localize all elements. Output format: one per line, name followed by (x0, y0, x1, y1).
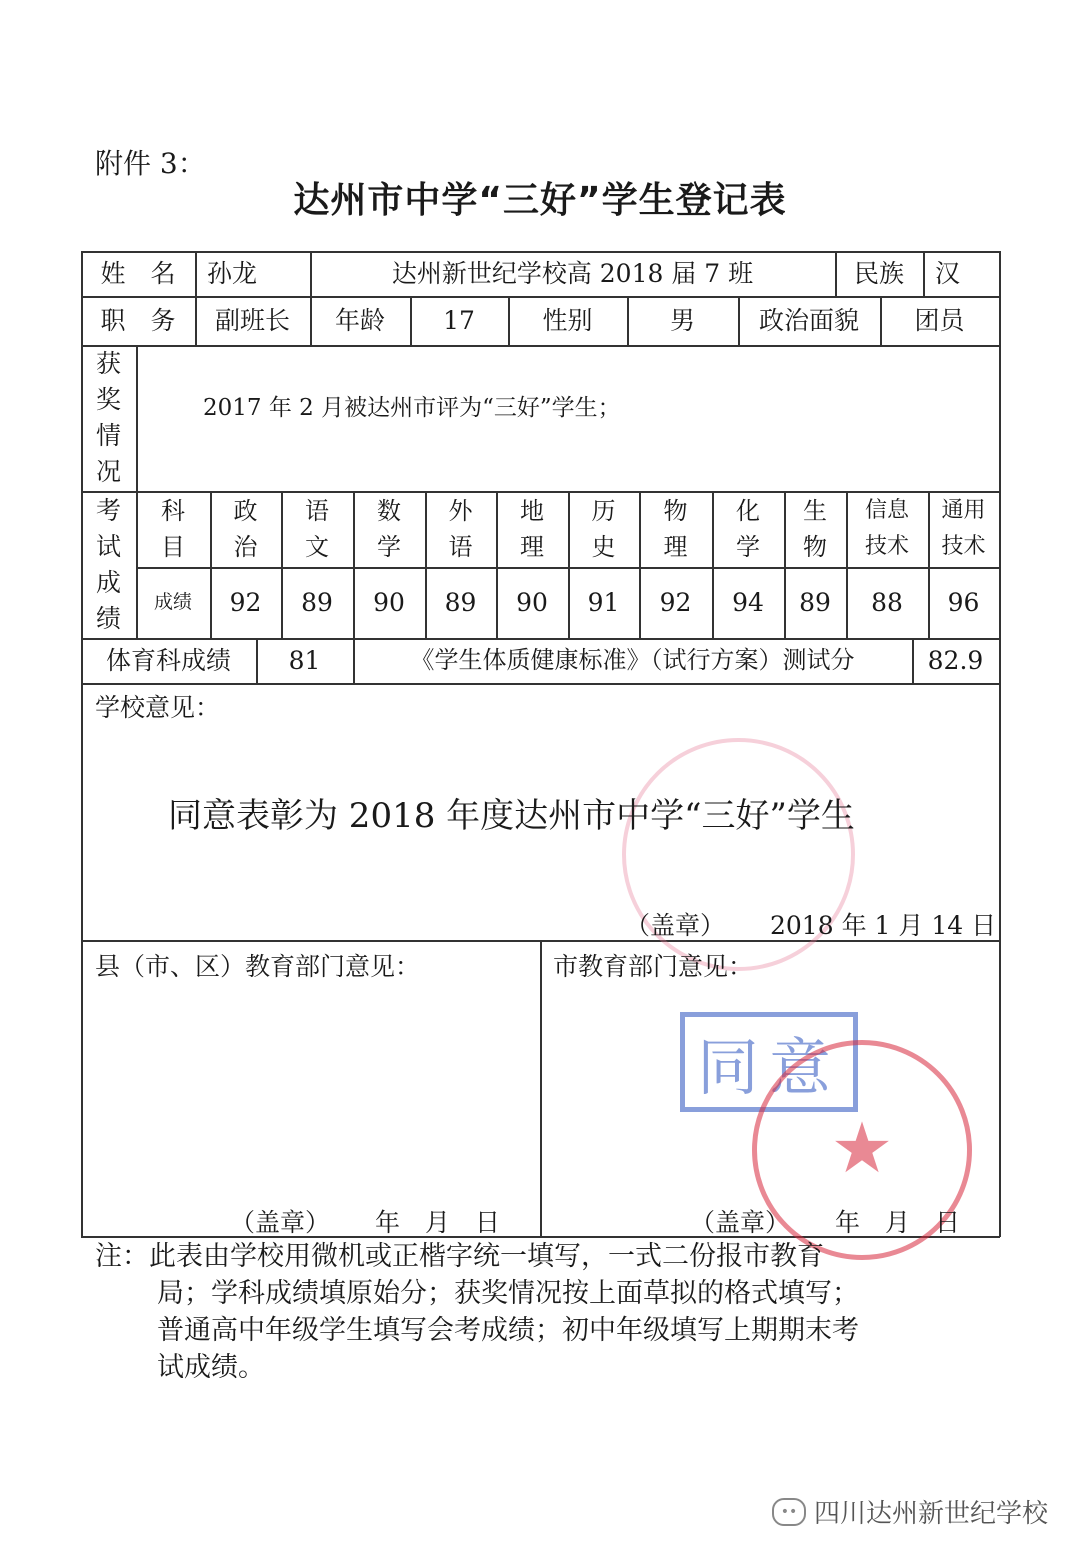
subject-score: 90 (373, 587, 405, 617)
county-opinion-date: 年 月 日 (375, 1208, 501, 1237)
age-label: 年龄 (334, 305, 385, 335)
name-value: 孙龙 (207, 258, 258, 288)
score-header: 成绩 (153, 591, 192, 614)
city-opinion-date: 年 月 日 (835, 1208, 961, 1237)
health-standard-label: 《学生体质健康标准》（试行方案）测试分 (410, 646, 855, 675)
subject-name: 政 治 (233, 497, 258, 561)
wechat-icon: •• (772, 1498, 806, 1526)
county-opinion-label: 县（市、区）教育部门意见： (95, 952, 421, 981)
subject-header: 科 目 (161, 497, 185, 561)
subject-name: 化 学 (736, 497, 760, 561)
form-note: 注：此表由学校用微机或正楷字统一填写，一式二份报市教育 局；学科成绩填原始分；获奖情况按上面草拟的格式填写； 普通高中年级学生填写会考成绩；初中年级填写上期期末考 试成绩。 (95, 1241, 859, 1383)
form-title: 达州市中学“三好”学生登记表 (293, 180, 787, 221)
school-opinion-date: 2018 年 1 月 14 日 (770, 911, 997, 940)
subject-score: 89 (799, 587, 831, 617)
city-opinion-label: 市教育部门意见： (553, 952, 754, 981)
school-seal-label: （盖章） (625, 911, 726, 940)
subject-score: 96 (947, 587, 980, 617)
subject-name: 数 学 (377, 497, 401, 561)
awards-text: 2017 年 2 月被达州市评为“三好”学生； (203, 395, 621, 421)
pe-label: 体育科成绩 (105, 645, 231, 675)
subject-name: 历 史 (591, 497, 616, 561)
exam-label: 考 试 成 绩 (95, 495, 121, 633)
county-seal-label: （盖章） (230, 1208, 331, 1237)
political-value: 团员 (914, 305, 965, 335)
school-opinion-text: 同意表彰为 2018 年度达州市中学“三好”学生 (168, 796, 855, 836)
subject-score: 89 (444, 587, 477, 617)
gender-label: 性别 (542, 305, 593, 335)
subject-name: 物 理 (663, 497, 688, 561)
school-opinion-label: 学校意见： (95, 693, 221, 722)
subject-name: 语 文 (305, 497, 329, 561)
subject-score: 94 (732, 587, 764, 617)
ethnicity-value: 汉 (935, 258, 961, 288)
seal-star-icon: ★ (830, 1107, 894, 1189)
ethnicity-label: 民族 (853, 258, 904, 288)
gender-value: 男 (669, 305, 695, 335)
position-label: 职 务 (100, 305, 176, 335)
subject-score: 89 (301, 587, 333, 617)
subject-name: 信息 技术 (864, 498, 909, 559)
awards-label: 获 奖 情 况 (95, 349, 121, 486)
attachment-label: 附件 3： (95, 147, 206, 180)
subject-score: 91 (587, 587, 620, 617)
wechat-watermark: •• 四川达州新世纪学校 (772, 1493, 1048, 1530)
health-standard-value: 82.9 (927, 645, 984, 675)
age-value: 17 (443, 305, 475, 335)
position-value: 副班长 (214, 305, 290, 335)
city-seal-label: （盖章） (690, 1208, 791, 1237)
approved-stamp: 同意 (680, 1012, 858, 1112)
subject-name: 地 理 (520, 497, 544, 561)
subject-score: 92 (659, 587, 692, 617)
name-label: 姓 名 (100, 258, 176, 288)
subject-score: 88 (871, 587, 903, 617)
subject-score: 92 (229, 587, 262, 617)
subject-name: 通用 技术 (941, 498, 986, 559)
political-label: 政治面貌 (758, 305, 859, 335)
school-class-value: 达州新世纪学校高 2018 届 7 班 (391, 258, 754, 288)
pe-value: 81 (288, 645, 321, 675)
subject-score: 90 (516, 587, 548, 617)
subject-name: 生 物 (803, 497, 827, 561)
subject-name: 外 语 (448, 497, 473, 561)
